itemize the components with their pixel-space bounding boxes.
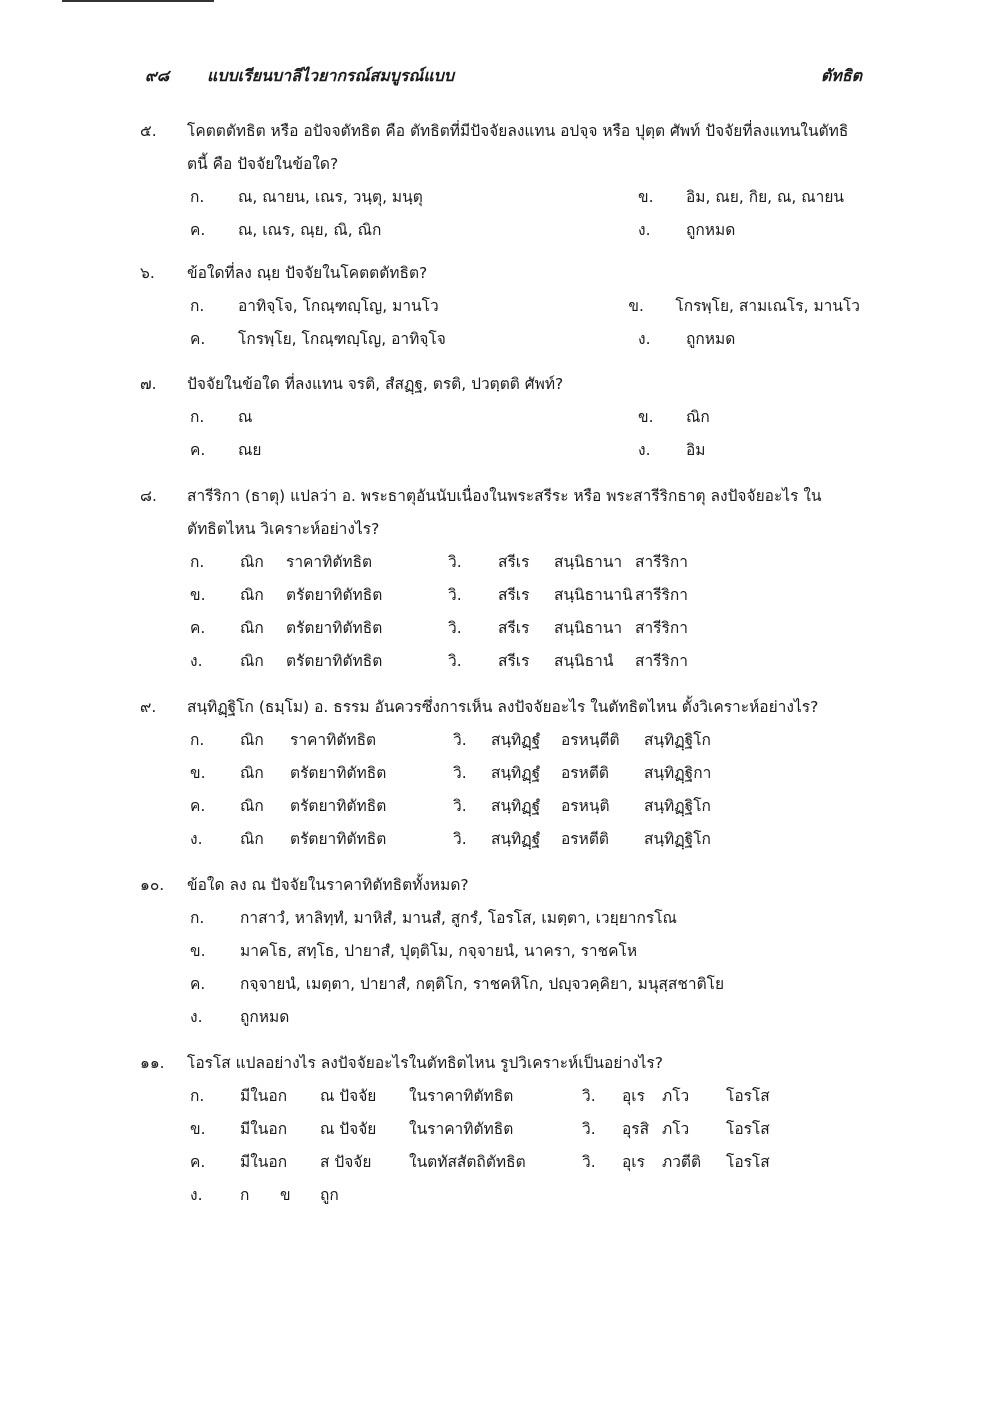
option-marker: ข. [638, 188, 654, 206]
option-cell: ตรัตยาทิตัทธิต [286, 619, 383, 637]
option-cell: สรีเร [498, 586, 530, 604]
option-cell: โอรโส [726, 1120, 770, 1138]
option-cell: ณิก [240, 731, 264, 749]
option-marker: ง. [638, 330, 651, 348]
option-cell: สนฺทิฏฺฐิโก [644, 830, 711, 848]
option-cell: สารีริกา [635, 586, 688, 604]
option-cell: ราคาทิตัทธิต [286, 553, 373, 571]
option-cell: วิ. [453, 731, 467, 749]
question-number: ๙. [140, 698, 157, 716]
option-marker: ก. [190, 909, 205, 927]
option-marker: ข. [190, 586, 206, 604]
option-cell: สนฺทิฏฺฐิโก [644, 731, 711, 749]
option-cell: สนฺทิฏฺฐํ [491, 764, 541, 782]
option-cell: ณ ปัจจัย [320, 1087, 377, 1105]
option-cell: ในราคาทิตัทธิต [409, 1120, 514, 1138]
option-cell: วิ. [448, 619, 462, 637]
option-cell: สนฺนิธานํ [554, 652, 614, 670]
question-10 [140, 869, 860, 1034]
option-text: อาทิจฺโจ, โกณฺฑญฺโญ, มานโว [238, 297, 439, 315]
option-text: ถูกหมด [686, 330, 736, 348]
option-cell: ภโว [662, 1087, 690, 1105]
option-cell: สนฺทิฏฺฐิกา [644, 764, 712, 782]
option-text: ณ, เณร, ณฺย, ณิ, ณิก [238, 221, 382, 239]
option-cell: ภโว [662, 1120, 690, 1138]
option-cell: ส ปัจจัย [320, 1153, 372, 1171]
option-cell: สนฺทิฏฺฐํ [491, 830, 541, 848]
option-cell: อรหตีติ [561, 830, 609, 848]
option-cell: ณิก [240, 586, 264, 604]
question-7 [140, 368, 860, 467]
option-marker: ค. [190, 330, 206, 348]
question-number: ๘. [140, 487, 157, 505]
option-cell: สนฺนิธานานิ [554, 586, 633, 604]
option-cell: วิ. [448, 586, 462, 604]
question-text: โคตตตัทธิต หรือ อปัจจตัทธิต คือ ตัทธิตที่มีปัจจัยลงแทน อปจฺจ หรือ ปุตฺต ศัพท์ ปัจจัยที่ลงแทนในตัทธิตนี้ คือ ปัจจัยในข้อใด? [187, 122, 849, 173]
option-text: ณิก [686, 408, 710, 426]
option-cell: ข [280, 1186, 291, 1204]
option-cell: วิ. [582, 1153, 596, 1171]
option-marker: ค. [190, 797, 206, 815]
option-cell: วิ. [582, 1120, 596, 1138]
option-text: มาคโธ, สทฺโธ, ปายาสํ, ปุตฺติโม, กจฺจายนํ, นาครา, ราชคโห [240, 942, 638, 960]
option-cell: สรีเร [498, 553, 530, 571]
question-text: ปัจจัยในข้อใด ที่ลงแทน จรติ, สํสฏฺฐ, ตรติ, ปวตฺตติ ศัพท์? [187, 375, 564, 393]
option-row [190, 612, 860, 645]
option-row [190, 645, 860, 678]
option-text: อิม [686, 441, 706, 459]
option-marker: ง. [638, 221, 651, 239]
question-number: ๗. [140, 375, 157, 393]
option-cell: ณ ปัจจัย [320, 1120, 377, 1138]
section-title: ตัทธิต [820, 66, 862, 85]
option-cell: ณิก [240, 619, 264, 637]
question-text: สารีริกา (ธาตุ) แปลว่า อ. พระธาตุอันนับเนื่องในพระสรีระ หรือ พระสารีริกธาตุ ลงปัจจัยอะไร ในตัทธิตไหน วิเคราะห์อย่างไร? [187, 487, 822, 538]
option-row [190, 790, 860, 823]
option-cell: โอรโส [726, 1153, 770, 1171]
question-text: ข้อใด ลง ณ ปัจจัยในราคาทิตัทธิตทั้งหมด? [187, 876, 469, 894]
option-text: โกรพฺโย, สามเณโร, มานโว [675, 297, 860, 315]
option-marker: ก. [190, 553, 205, 571]
option-cell: สารีริกา [635, 553, 688, 571]
option-cell: อรหนฺตีติ [561, 731, 620, 749]
option-marker: ข. [190, 942, 206, 960]
question-9 [140, 691, 860, 856]
option-cell: มีในอก [240, 1120, 288, 1138]
option-cell: ตรัตยาทิตัทธิต [286, 652, 383, 670]
option-cell: สรีเร [498, 619, 530, 637]
option-text: ณย [238, 441, 262, 459]
option-marker: ง. [190, 1186, 203, 1204]
option-marker: ค. [190, 975, 206, 993]
option-cell: สนฺนิธานา [554, 553, 623, 571]
option-row [190, 1080, 860, 1113]
option-text: ณ [238, 408, 253, 426]
option-cell: สนฺทิฏฺฐิโก [644, 797, 711, 815]
option-row [190, 1146, 860, 1179]
option-text: ณ, ณายน, เณร, วนฺตุ, มนฺตุ [238, 188, 423, 206]
option-cell: ภวตีติ [662, 1153, 702, 1171]
option-marker: ก. [190, 408, 205, 426]
question-11 [140, 1047, 860, 1212]
option-cell: วิ. [453, 830, 467, 848]
option-cell: ตรัตยาทิตัทธิต [290, 830, 387, 848]
option-cell: ตรัตยาทิตัทธิต [290, 764, 387, 782]
option-cell: สรีเร [498, 652, 530, 670]
question-text: ข้อใดที่ลง ณฺย ปัจจัยในโคตตตัทธิต? [187, 264, 428, 282]
option-cell: โอรโส [726, 1087, 770, 1105]
option-marker: ก. [190, 1087, 205, 1105]
option-marker: ก. [190, 731, 205, 749]
option-cell: ณิก [240, 553, 264, 571]
option-cell: วิ. [448, 652, 462, 670]
option-cell: ณิก [240, 652, 264, 670]
option-marker: ข. [638, 408, 654, 426]
option-cell: วิ. [582, 1087, 596, 1105]
option-marker: ค. [190, 221, 206, 239]
option-cell: สนฺทิฏฺฐํ [491, 731, 541, 749]
option-row [190, 823, 860, 856]
option-marker: ง. [190, 1008, 203, 1026]
option-cell: มีในอก [240, 1153, 288, 1171]
option-cell: วิ. [453, 797, 467, 815]
option-cell: ณิก [240, 764, 264, 782]
option-text: ถูกหมด [240, 1008, 290, 1026]
question-number: ๕. [140, 122, 157, 140]
option-text: โกรพฺโย, โกณฺฑญฺโญ, อาทิจฺโจ [238, 330, 446, 348]
option-cell: อรหตีติ [561, 764, 609, 782]
option-cell: ในราคาทิตัทธิต [409, 1087, 514, 1105]
option-cell: อรหนฺติ [561, 797, 610, 815]
option-row [190, 757, 860, 790]
option-row [190, 1179, 860, 1212]
option-cell: วิ. [448, 553, 462, 571]
question-text: สนฺทิฏฺฐิโก (ธมฺโม) อ. ธรรม อันควรซึ่งการเห็น ลงปัจจัยอะไร ในตัทธิตไหน ตั้งวิเคราะห์อย่างไร? [187, 698, 819, 716]
option-marker: ง. [638, 441, 651, 459]
option-text: กาสาวํ, หาลิทฺทํ, มาหิสํ, มานสํ, สูกรํ, โอรโส, เมตฺตา, เวยฺยากรโณ [240, 909, 677, 927]
question-number: ๑๐. [140, 876, 165, 894]
top-rule [62, 0, 214, 2]
option-cell: สนฺนิธานา [554, 619, 623, 637]
option-cell: ตรัตยาทิตัทธิต [290, 797, 387, 815]
question-text: โอรโส แปลอย่างไร ลงปัจจัยอะไรในตัทธิตไหน รูปวิเคราะห์เป็นอย่างไร? [187, 1054, 663, 1072]
option-marker: ข. [190, 1120, 206, 1138]
option-marker: ค. [190, 441, 206, 459]
option-cell: อุเร [622, 1153, 645, 1171]
option-cell: ณิก [240, 797, 264, 815]
option-row [190, 724, 860, 757]
option-cell: สนฺทิฏฺฐํ [491, 797, 541, 815]
option-text: กจฺจายนํ, เมตฺตา, ปายาสํ, กตฺติโก, ราชคหิโก, ปญฺจวคฺคิยา, มนุสฺสชาติโย [240, 975, 725, 993]
option-cell: ในตทัสสัตถิตัทธิต [409, 1153, 526, 1171]
option-marker: ข. [190, 764, 206, 782]
question-6 [140, 257, 860, 356]
option-marker: ก. [190, 188, 205, 206]
page-header [145, 64, 862, 92]
option-cell: สารีริกา [635, 619, 688, 637]
option-cell: อุรสิ [622, 1120, 650, 1138]
page-number: ๙๘ [145, 66, 170, 85]
question-number: ๑๑. [140, 1054, 165, 1072]
option-text: ถูกหมด [686, 221, 736, 239]
option-cell: อุเร [622, 1087, 645, 1105]
question-number: ๖. [140, 264, 155, 282]
question-5 [140, 115, 860, 247]
option-cell: ตรัตยาทิตัทธิต [286, 586, 383, 604]
option-row [190, 1113, 860, 1146]
option-marker: ค. [190, 619, 206, 637]
option-row [190, 579, 860, 612]
option-text: อิม, ณย, กิย, ณ, ณายน [686, 188, 845, 206]
option-cell: ราคาทิตัทธิต [290, 731, 377, 749]
option-marker: ค. [190, 1153, 206, 1171]
option-marker: ง. [190, 830, 203, 848]
option-marker: ง. [190, 652, 203, 670]
question-8 [140, 480, 860, 678]
option-marker: ก. [190, 297, 205, 315]
book-title: แบบเรียนบาลีไวยากรณ์สมบูรณ์แบบ [207, 66, 454, 85]
option-cell: ถูก [320, 1186, 339, 1204]
option-cell: ณิก [240, 830, 264, 848]
option-marker: ข. [628, 297, 644, 315]
option-cell: มีในอก [240, 1087, 288, 1105]
option-cell: สารีริกา [635, 652, 688, 670]
option-row [190, 546, 860, 579]
option-cell: ก [240, 1186, 250, 1204]
option-cell: วิ. [453, 764, 467, 782]
